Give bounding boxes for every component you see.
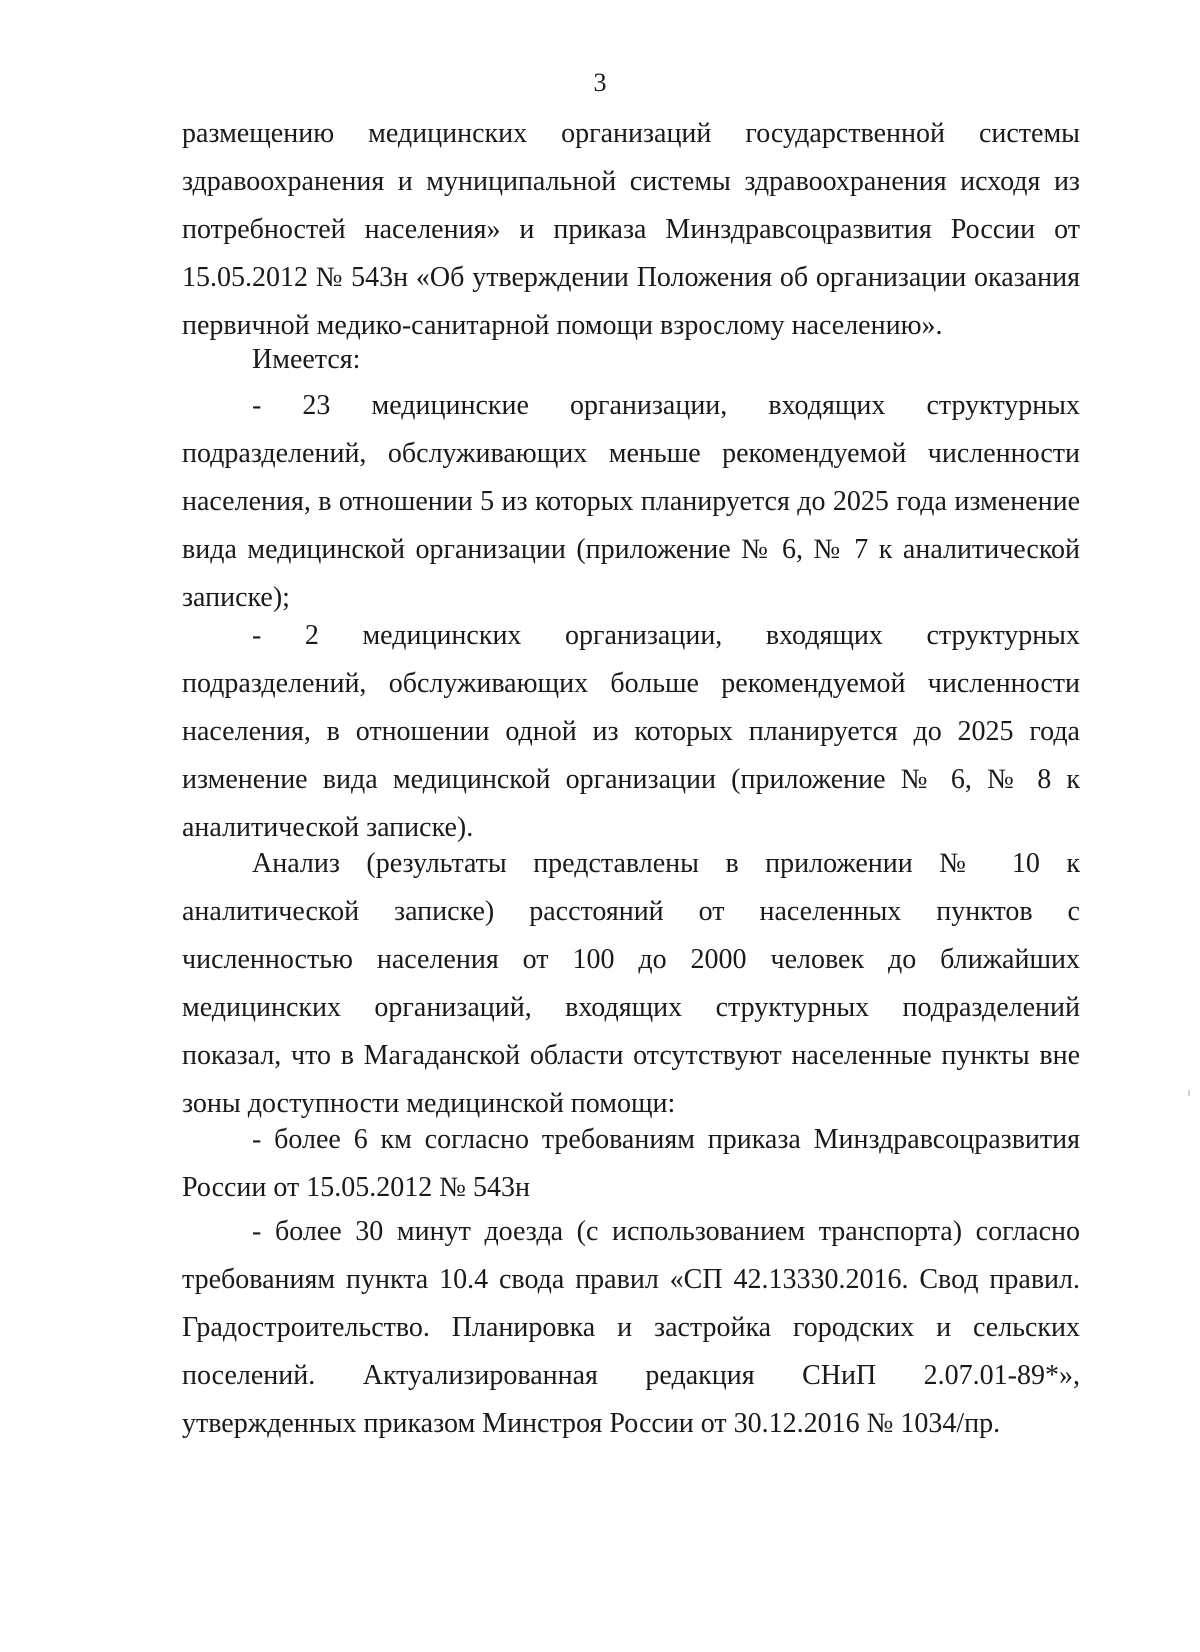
list-item-travel-time: - более 30 минут доезда (с использованием транспорта) согласно требованиям пункта 10.4 свода правил «СП 42.13330.2016. Свод правил. Градостроительство. Планировка и застройка городских и сельских поселений. Актуализированная редакция СНиП 2.07.01-89*», утвержденных приказом Минстроя России от 30.12.2016 № 1034/пр. [182,1216,1080,1439]
paragraph-available: Имеется: [252,344,361,375]
page-number: 3 [593,68,607,97]
scan-speck [1188,1090,1190,1096]
list-item-distance: - более 6 км согласно требованиям приказа Минздравсоцразвития России от 15.05.2012 № 543н [182,1124,1080,1203]
paragraph-intro: размещению медицинских организаций государственной системы здравоохранения и муниципальной системы здравоохранения исходя из потребностей населения» и приказа Минздравсоцразвития России от 15.05.2012 № 543н «Об утверждении Положения об организации оказания первичной медико-санитарной помощи взрослому населению». [182,118,1080,341]
paragraph-analysis: Анализ (результаты представлены в приложении № 10 к аналитической записке) расстояний от населенных пунктов с численностью населения от 100 до 2000 человек до ближайших медицинских организаций, входящих структурных подразделений показал, что в Магаданской области отсутствуют населенные пункты вне зоны доступности медицинской помощи: [182,848,1080,1119]
list-item-fewer-population: - 23 медицинские организации, входящих структурных подразделений, обслуживающих меньше рекомендуемой численности населения, в отношении 5 из которых планируется до 2025 года изменение вида медицинской организации (приложение № 6, № 7 к аналитической записке); [182,390,1080,613]
list-item-more-population: - 2 медицинских организации, входящих структурных подразделений, обслуживающих больше рекомендуемой численности населения, в отношении одной из которых планируется до 2025 года изменение вида медицинской организации (приложение № 6, № 8 к аналитической записке). [182,620,1080,843]
